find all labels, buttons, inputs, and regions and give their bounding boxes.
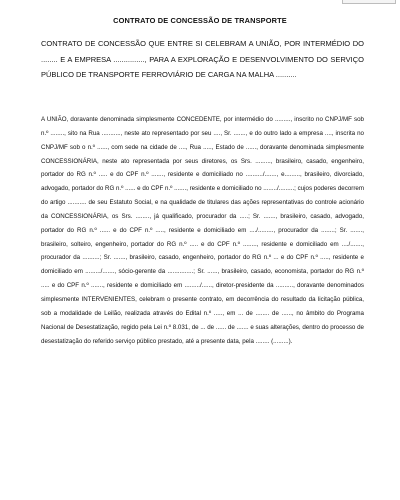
contract-intro-paragraph: CONTRATO DE CONCESSÃO QUE ENTRE SI CELEBRAM A UNIÃO, POR INTERMÉDIO DO ........ E A EMPRESA ..............., PARA A EXPLORAÇÃO E DESENVOLVIMENTO DO SERVIÇO PÚBLICO DE TRANSPORTE FERROVIÁRIO DE CARGA NA MALHA ..........: [41, 39, 364, 79]
contract-body-paragraph: A UNIÃO, doravante denominada simplesmente CONCEDENTE, por intermédio do ........., inscrito no CNPJ/MF sob n.º ........, sito na Rua ..........., neste ato representado por seu ...., Sr. ......., e do outro lado a empresa ...., inscrita no CNPJ/MF sob o n.º ......, com sede na cidade de ...., Rua ....., Estado de ......, doravante denominada simplesmente CONCESSIONÁRIA, neste ato representada por seus diretores, os Srs. ........., brasileiro, casado, engenheiro, portador do RG n.º ..... e do CPF n.º ......., residente e domiciliado no ........../......., e........., brasileiro, divorciado, advogado, portador do RG n.º ...... e do CPF n.º ......., residente e domiciliado no ......../.........; cujos poderes decorrem do artigo ........... de seu Estatuto Social, e na qualidade de titulares das ações representativas do controle acionário da CONCESSIONÁRIA, os Srs. ........, já qualificado, procurador da .....; Sr. ......., brasileiro, casado, advogado, portador do RG n.º ...... e do CPF n.º ....., residente e domiciliado em ..../........., procurador da ........; Sr. ......., brasileiro, solteiro, engenheiro, portador do RG n.º ..... e do CPF n.º ........, residente e domiciliado em ..../......., procurador da ..........; Sr. ......., brasileiro, casado, engenheiro, portador do RG n.º ... e do CPF n.º ....., residente e domiciliado em ........./......., sócio-gerente da ...............; Sr. ......, brasileiro, casado, economista, portador do RG n.º ..... e do CPF n.º ......., residente e domiciliado em ........./......, diretor-presidente da .........., doravante denominados simplesmente INTERVENIENTES, celebram o presente contrato, em decorrência do resultado da licitação pública, sob a modalidade de Leilão, realizada através do Edital n.º ....., em ... de ........ de ......, no âmbito do Programa Nacional de Desestatização, regido pela Lei n.º 8.031, de ... de ...... de ....... e suas alterações, dentro do processo de desestatização do referido serviço público prestado, até a presente data, pela ........ (.........).: [41, 116, 364, 345]
corner-tab: [342, 0, 396, 4]
document-title: CONTRATO DE CONCESSÃO DE TRANSPORTE: [113, 16, 287, 25]
